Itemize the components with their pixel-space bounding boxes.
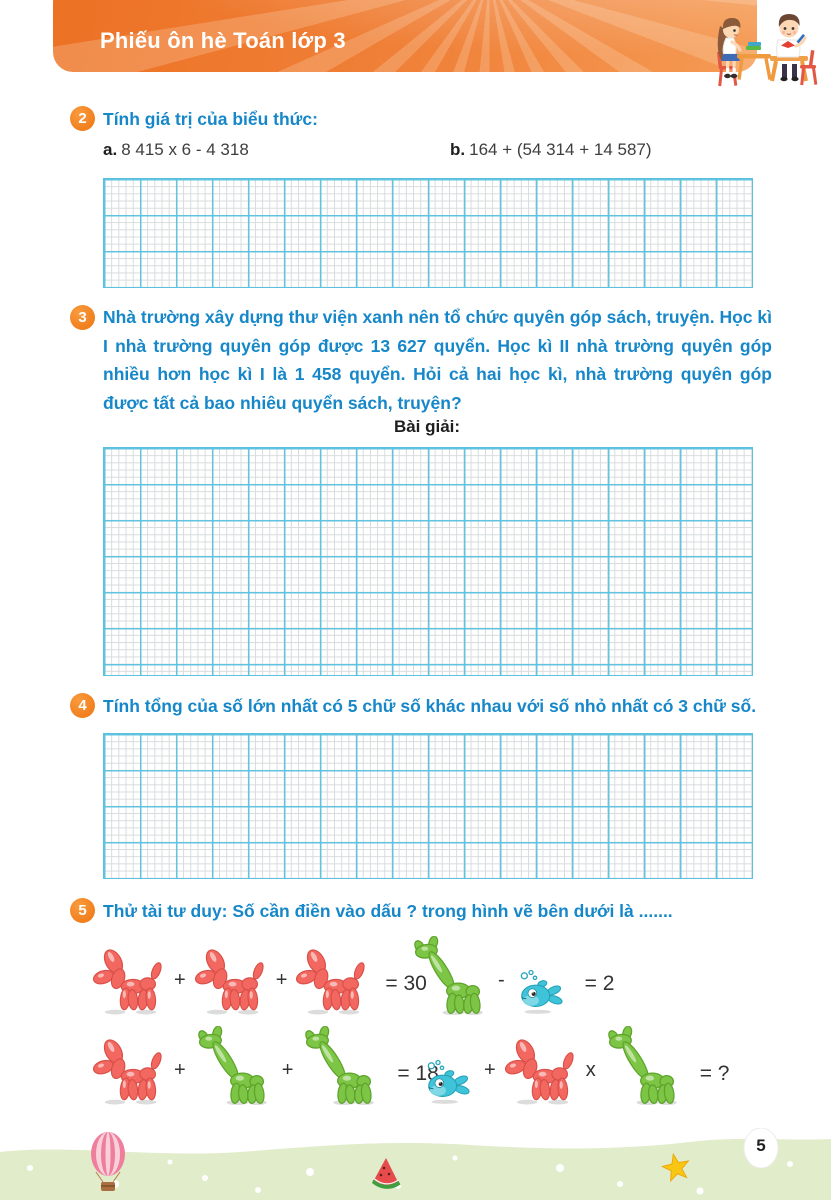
exercise-5-number: 5 — [78, 902, 87, 919]
balloon-fish-illustration — [418, 1059, 478, 1106]
balloon-giraffe-illustration — [408, 936, 492, 1016]
answer-grid-exercise-3 — [103, 447, 753, 676]
balloon-giraffe-illustration — [192, 1026, 276, 1106]
balloon-dog-illustration — [90, 1036, 168, 1106]
equation-operator: + — [174, 969, 186, 991]
balloon-fish-illustration — [511, 969, 571, 1016]
solution-label: Bài giải: — [393, 417, 461, 436]
equation-result: = 2 — [584, 972, 615, 995]
equation-operator: + — [484, 1059, 496, 1081]
answer-grid-exercise-2 — [103, 178, 753, 288]
equation-operator: + — [281, 1059, 294, 1081]
equation-row2-right — [418, 1024, 729, 1106]
equation-result: = 18 — [397, 1062, 439, 1085]
part-b-label: b. — [450, 140, 466, 159]
equation-row1-left — [90, 934, 427, 1016]
exercise-3-number-badge — [70, 305, 95, 330]
exercise-3-number: 3 — [78, 309, 87, 326]
equation-result: = 30 — [385, 972, 427, 995]
balloon-giraffe-illustration — [299, 1026, 383, 1106]
header-banner — [53, 0, 757, 72]
part-a-label: a. — [103, 140, 118, 159]
equation-operator: x — [585, 1059, 596, 1081]
equation-operator: + — [174, 1059, 186, 1081]
equation-operator: + — [275, 969, 288, 991]
part-b-expression: 164 + (54 314 + 14 587) — [469, 140, 652, 159]
exercise-5-text: Thử tài tư duy: Số cần điền vào dấu ? trong hình vẽ bên dưới là ....... — [103, 901, 673, 921]
kids-studying-illustration — [690, 4, 822, 102]
equation-row2-left — [90, 1024, 439, 1106]
exercise-2-title: Tính giá trị của biểu thức: — [103, 109, 318, 129]
exercise-2-part-b — [450, 140, 652, 160]
footer-scene — [0, 1128, 831, 1200]
exercise-4-text: Tính tổng của số lớn nhất có 5 chữ số khác nhau với số nhỏ nhất có 3 chữ số. — [103, 696, 757, 716]
equation-result: = ? — [699, 1062, 730, 1085]
boy — [777, 14, 805, 81]
exercise-2-number-badge — [70, 106, 95, 131]
page-title: Phiếu ôn hè Toán lớp 3 — [100, 28, 346, 53]
part-a-expression: 8 415 x 6 - 4 318 — [121, 140, 249, 159]
exercise-4-number: 4 — [78, 697, 87, 714]
boy-chair — [800, 50, 817, 85]
page-number: 5 — [756, 1136, 766, 1155]
answer-grid-exercise-4 — [103, 733, 753, 879]
balloon-dog-illustration — [90, 946, 168, 1016]
balloon-dog-illustration — [293, 946, 371, 1016]
exercise-3-text: Nhà trường xây dựng thư viện xanh nên tổ chức quyên góp sách, truyện. Học kì I nhà trường quyên góp được 13 627 quyển. Học kì II nhà trường quyên góp nhiều hơn học kì I là 1 458 quyển. Hỏi cả hai học kì, nhà trường quyên góp được tất cả bao nhiêu quyển sách, truyện? — [103, 307, 772, 413]
exercise-2-part-a — [103, 140, 249, 160]
equation-row1-right — [408, 934, 614, 1016]
equation-operator: - — [498, 969, 505, 991]
girl-desk — [737, 42, 771, 80]
exercise-4-number-badge — [70, 693, 95, 718]
balloon-dog-illustration — [192, 946, 270, 1016]
balloon-dog-illustration — [502, 1036, 580, 1106]
exercise-2-number: 2 — [78, 110, 87, 127]
exercise-5-number-badge — [70, 898, 95, 923]
green-hill — [0, 1139, 831, 1200]
balloon-giraffe-illustration — [602, 1026, 686, 1106]
